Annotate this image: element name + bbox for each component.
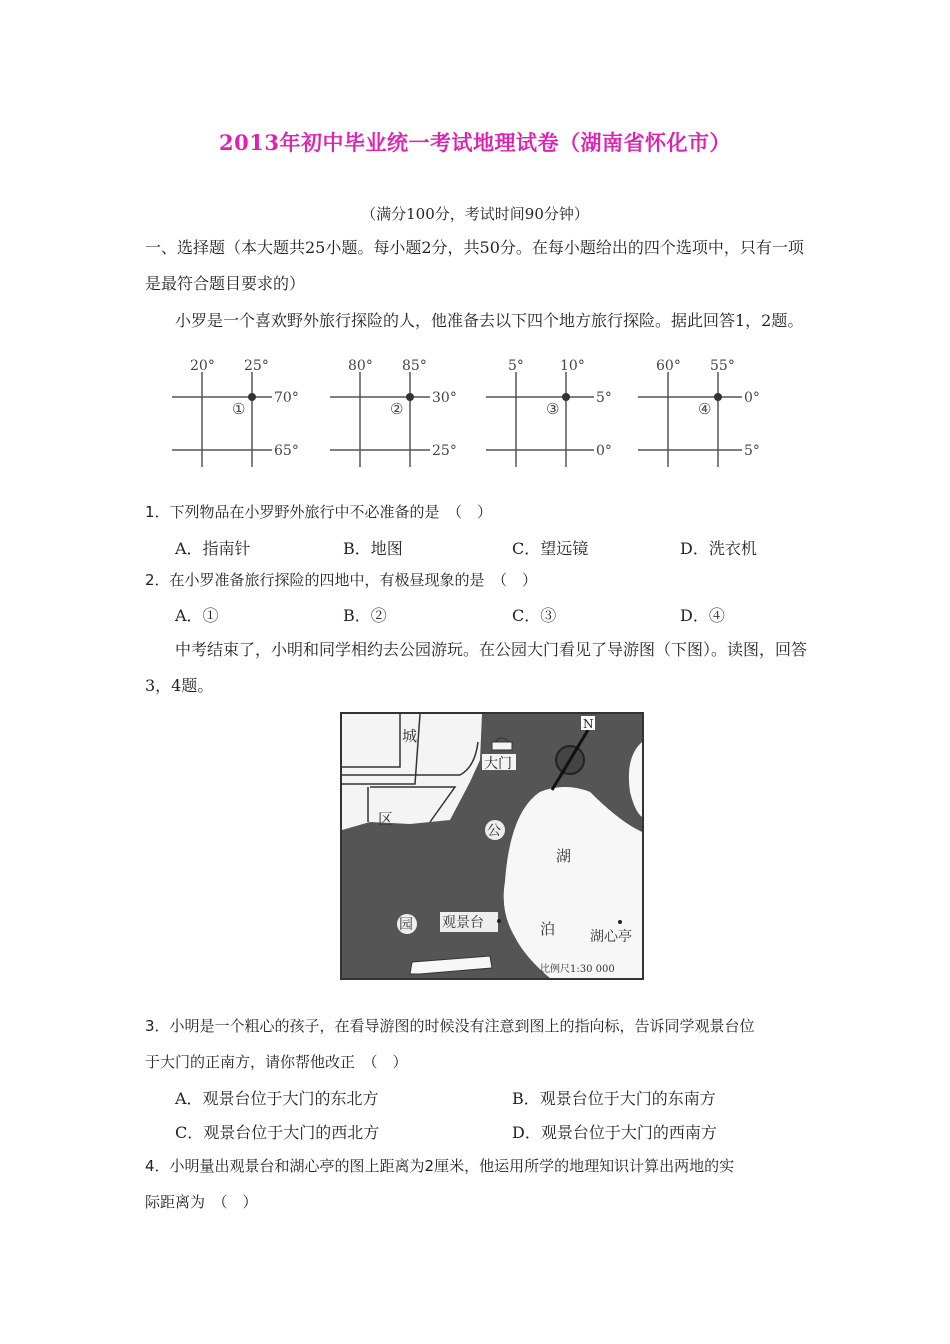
map-label-qu: 区: [378, 810, 394, 828]
coordinate-grids-figure: [160, 352, 780, 472]
q2-option-c[interactable]: C．③: [512, 606, 557, 625]
section-heading-line2: 是最符合题目要求的）: [145, 274, 306, 293]
q4-stem-line2: 际距离为 （ ）: [145, 1193, 258, 1211]
map-scale: 比例尺1:30 000: [540, 964, 615, 975]
q1-option-d[interactable]: D．洗衣机: [680, 539, 757, 558]
intro-q1-2: 小罗是一个喜欢野外旅行探险的人，他准备去以下四个地方旅行探险。据此回答1，2题。: [175, 311, 804, 330]
q1-option-a[interactable]: A．指南针: [175, 539, 251, 558]
park-guide-map: [340, 712, 644, 980]
grid-2-lon-a: 80°: [348, 358, 373, 374]
q3-option-d[interactable]: D．观景台位于大门的西南方: [512, 1123, 717, 1142]
grid-4-lon-a: 60°: [656, 358, 681, 374]
grid-1-lat-a: 70°: [274, 390, 299, 406]
grid-3-lat-a: 5°: [596, 390, 612, 406]
grid-4: [638, 358, 760, 467]
grid-1-lon-a: 20°: [190, 358, 215, 374]
grid-4-lat-a: 0°: [744, 390, 760, 406]
map-label-bo: 泊: [540, 920, 556, 938]
grid-1: [172, 358, 299, 467]
grid-2: [330, 358, 457, 467]
map-label-damen: 大门: [484, 756, 512, 772]
grid-1-mark: ①: [232, 400, 246, 418]
grid-2-mark: ②: [390, 400, 404, 418]
q3-stem-line2: 于大门的正南方，请你帮他改正 （ ）: [145, 1053, 408, 1071]
grid-2-lon-b: 85°: [402, 358, 427, 374]
exam-info: （满分100分，考试时间90分钟）: [361, 205, 589, 223]
q3-option-b[interactable]: B．观景台位于大门的东南方: [512, 1089, 716, 1108]
q4-stem-line1: 4．小明量出观景台和湖心亭的图上距离为2厘米，他运用所学的地理知识计算出两地的实: [145, 1157, 735, 1175]
section-heading-line1: 一、选择题（本大题共25小题。每小题2分，共50分。在每小题给出的四个选项中，只有一项: [145, 238, 804, 257]
grid-3-mark: ③: [546, 400, 560, 418]
grid-2-lat-a: 30°: [432, 390, 457, 406]
grid-4-lat-b: 5°: [744, 443, 760, 459]
grid-3-lat-b: 0°: [596, 443, 612, 459]
grid-2-lat-b: 25°: [432, 443, 457, 459]
q3-option-a[interactable]: A．观景台位于大门的东北方: [175, 1089, 379, 1108]
q2-option-d[interactable]: D．④: [680, 606, 725, 625]
map-label-hu: 湖: [556, 847, 572, 865]
map-label-gong: 公: [487, 823, 501, 839]
grid-3: [486, 358, 612, 467]
map-label-guanjingtai: 观景台: [442, 915, 484, 931]
intro-q3-4-line2: 3，4题。: [145, 676, 214, 695]
grid-3-lon-b: 10°: [560, 358, 585, 374]
map-label-cheng: 城: [402, 727, 418, 745]
north-label: N: [583, 717, 594, 731]
page-title: 2013年初中毕业统一考试地理试卷（湖南省怀化市）: [219, 130, 731, 155]
q2-stem: 2．在小罗准备旅行探险的四地中，有极昼现象的是 （ ）: [145, 571, 538, 589]
q3-option-c[interactable]: C．观景台位于大门的西北方: [175, 1123, 380, 1142]
q1-stem: 1．下列物品在小罗野外旅行中不必准备的是 （ ）: [145, 503, 493, 521]
map-label-yuan: 园: [399, 917, 413, 933]
grid-3-lon-a: 5°: [508, 358, 524, 374]
q2-option-b[interactable]: B．②: [343, 606, 387, 625]
q1-option-c[interactable]: C．望远镜: [512, 539, 589, 558]
grid-4-mark: ④: [698, 400, 712, 418]
intro-q3-4-line1: 中考结束了，小明和同学相约去公园游玩。在公园大门看见了导游图（下图）。读图，回答: [175, 640, 808, 659]
q1-option-b[interactable]: B．地图: [343, 539, 403, 558]
map-label-huxinting: 湖心亭: [590, 929, 632, 945]
grid-1-lon-b: 25°: [244, 358, 269, 374]
grid-1-lat-b: 65°: [274, 443, 299, 459]
q3-stem-line1: 3．小明是一个粗心的孩子，在看导游图的时候没有注意到图上的指向标，告诉同学观景台位: [145, 1017, 755, 1035]
grid-4-lon-b: 55°: [710, 358, 735, 374]
q2-option-a[interactable]: A．①: [175, 606, 219, 625]
